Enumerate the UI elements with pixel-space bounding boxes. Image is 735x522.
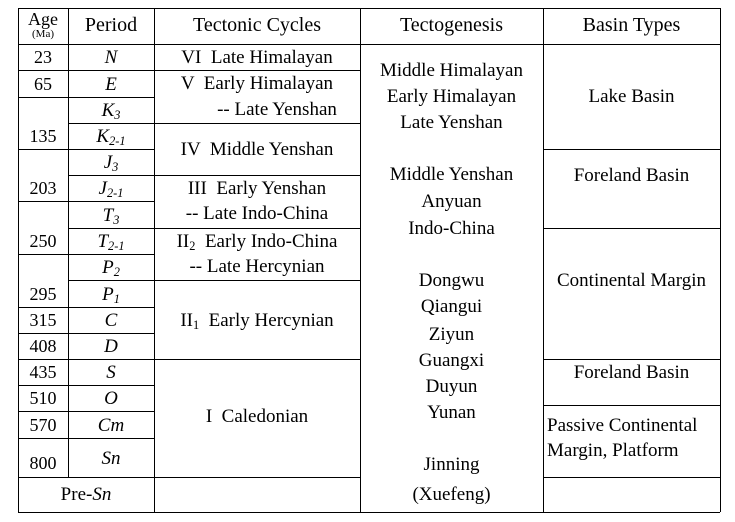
period-n: N <box>104 47 118 68</box>
age-value: 570 <box>29 415 57 435</box>
age-value: 65 <box>34 74 52 94</box>
row-sep <box>18 254 154 255</box>
row-sep <box>18 359 154 360</box>
col-border-tecto-basin <box>543 8 544 512</box>
cycle-sep <box>154 228 360 229</box>
tecto-event: Early Himalayan <box>386 86 517 107</box>
tecto-event: Middle Yenshan <box>389 164 514 185</box>
cycle-iii-line1: III Early Yenshan <box>187 178 327 199</box>
cycle-vi: VI Late Himalayan <box>181 47 333 68</box>
period-pre-sn: Pre-Sn <box>60 484 112 505</box>
row-sep <box>18 385 154 386</box>
row-sep <box>68 228 154 229</box>
cycle-iv: IV Middle Yenshan <box>180 139 334 160</box>
tecto-event: Ziyun <box>428 324 475 345</box>
row-sep <box>18 70 154 71</box>
period-t2-1: $T_{2-1}$ <box>97 231 125 254</box>
header-tectonic-cycles: Tectonic Cycles <box>193 14 321 36</box>
cycle-sep <box>154 175 360 176</box>
row-sep <box>18 333 154 334</box>
col-border-right <box>720 8 721 512</box>
period-s: S <box>106 362 116 383</box>
row-sep <box>18 149 154 150</box>
age-value: 203 <box>29 178 57 198</box>
row-sep <box>18 97 154 98</box>
row-sep <box>18 201 154 202</box>
age-value: 315 <box>29 310 57 330</box>
tecto-event: Jinning <box>423 454 480 475</box>
period-j3: $J_3$ <box>103 152 119 175</box>
cycle-iii-line2: -- Late Indo-China <box>185 203 329 224</box>
basin-sep <box>543 359 720 360</box>
header-age-unit: (Ma) <box>32 28 54 40</box>
cycle-sep <box>154 70 360 71</box>
cycle-sep <box>154 123 360 124</box>
age-value: 295 <box>29 284 57 304</box>
cycle-i: I Caledonian <box>205 406 309 427</box>
age-value: 250 <box>29 231 57 251</box>
header-bottom-border <box>18 44 720 45</box>
row-sep <box>68 280 154 281</box>
period-k3: $K_3$ <box>101 100 121 123</box>
basin-sep <box>543 477 720 478</box>
header-basin-types: Basin Types <box>582 14 681 36</box>
tecto-event: Yunan <box>427 402 476 423</box>
tecto-event: Guangxi <box>418 350 485 371</box>
basin-passive-line1: Passive Continental <box>547 415 698 436</box>
basin-foreland-2: Foreland Basin <box>573 362 690 383</box>
row-sep <box>18 411 154 412</box>
cycle-v-line2: -- Late Yenshan <box>217 99 337 120</box>
row-sep <box>18 307 154 308</box>
period-d: D <box>104 336 118 357</box>
tecto-event: Late Yenshan <box>400 112 503 133</box>
period-e: E <box>105 74 117 95</box>
period-cm: Cm <box>97 415 125 436</box>
period-o: O <box>104 388 118 409</box>
table-bottom-border <box>18 512 720 513</box>
basin-sep <box>543 405 720 406</box>
period-p2: $P_2$ <box>102 257 120 280</box>
tecto-event: Qiangui <box>420 296 483 317</box>
tecto-event: Dongwu <box>418 270 485 291</box>
period-sn: Sn <box>101 448 121 469</box>
tecto-event: Anyuan <box>421 191 482 212</box>
age-value: 23 <box>34 47 52 67</box>
age-value: 135 <box>29 126 57 146</box>
row-sep <box>68 123 154 124</box>
cycle-ii2-line2: -- Late Hercynian <box>189 256 325 277</box>
period-p1: $P_1$ <box>102 284 120 307</box>
tecto-event: Middle Himalayan <box>380 60 523 81</box>
tecto-event: Indo-China <box>408 218 495 239</box>
header-tectogenesis: Tectogenesis <box>399 14 503 36</box>
header-period: Period <box>84 14 138 36</box>
header-age: Age <box>28 9 58 29</box>
basin-continental-margin: Continental Margin <box>557 270 706 291</box>
table-top-border <box>18 8 720 9</box>
age-value: 510 <box>29 388 57 408</box>
cycle-ii2-line1: $II_2$ Early Indo-China <box>176 231 338 254</box>
cycle-sep <box>154 359 360 360</box>
tecto-event: (Xuefeng) <box>412 484 491 505</box>
row-sep <box>18 477 154 478</box>
cycle-ii1: $II_1$ Early Hercynian <box>180 310 334 333</box>
period-k2-1: $K_{2-1}$ <box>96 126 126 149</box>
period-c: C <box>104 310 118 331</box>
cycle-sep <box>154 280 360 281</box>
row-sep <box>18 438 154 439</box>
basin-foreland-1: Foreland Basin <box>573 165 690 186</box>
basin-passive-line2: Margin, Platform <box>547 440 679 461</box>
age-value: 800 <box>29 453 57 473</box>
age-value: 435 <box>29 362 57 382</box>
basin-lake: Lake Basin <box>588 86 675 107</box>
row-sep <box>68 175 154 176</box>
period-t3: $T_3$ <box>102 205 120 228</box>
basin-sep <box>543 149 720 150</box>
cycle-v-line1: V Early Himalayan <box>180 73 334 94</box>
tecto-event: Duyun <box>425 376 478 397</box>
basin-sep <box>543 228 720 229</box>
period-j2-1: $J_{2-1}$ <box>98 178 124 201</box>
cycle-sep <box>154 477 360 478</box>
col-border-cycles-tecto <box>360 8 361 512</box>
age-value: 408 <box>29 336 57 356</box>
